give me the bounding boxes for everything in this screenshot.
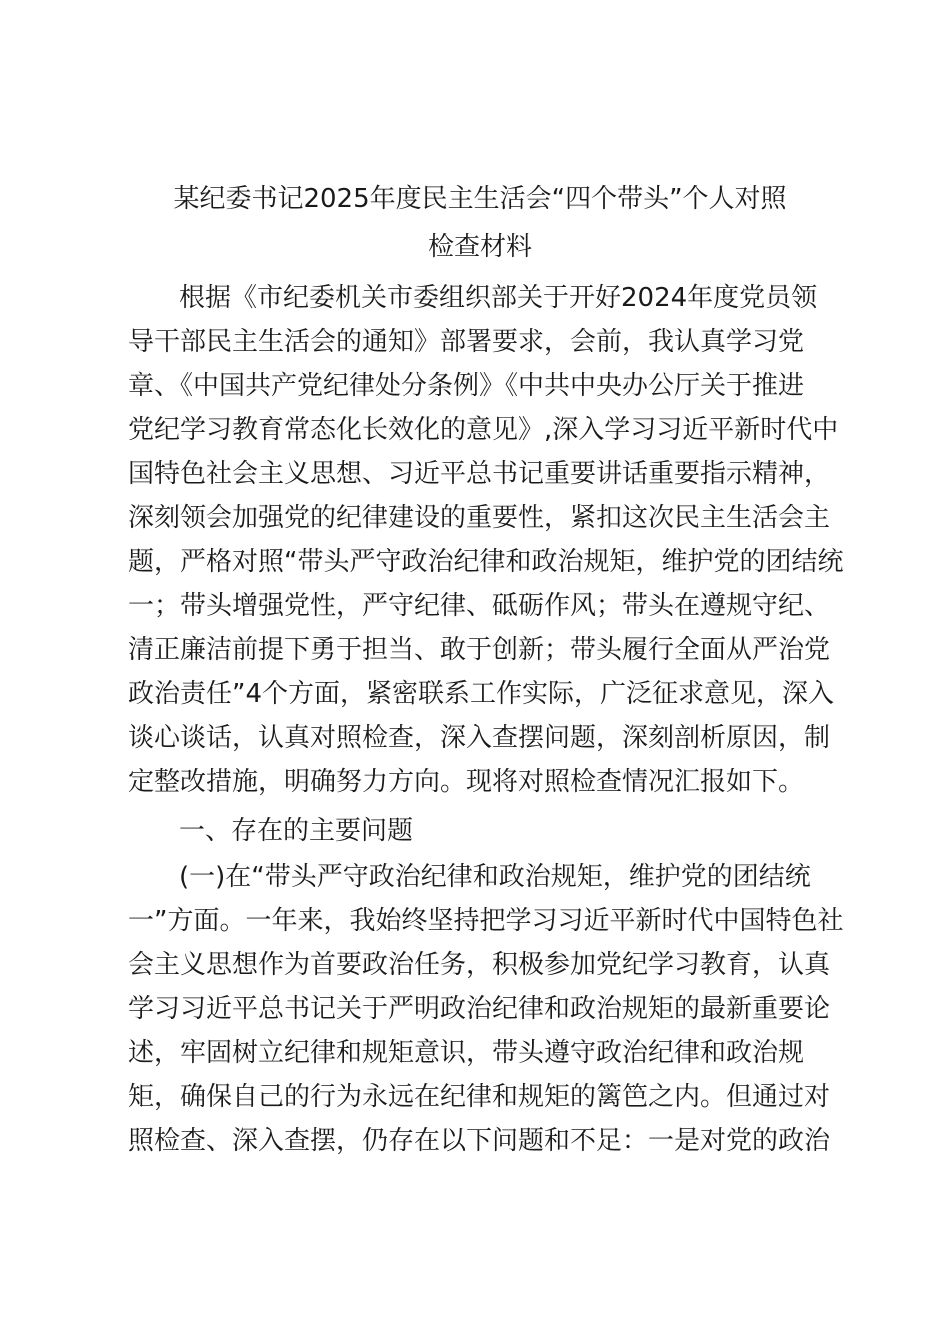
paragraph-line: (一)在“带头严守政治纪律和政治规矩，维护党的团结统 [179,862,811,892]
paragraph-line: 深刻领会加强党的纪律建设的重要性，紧扣这次民主生活会主 [128,503,831,533]
paragraph-line: 学习习近平总书记关于严明政治纪律和政治规矩的最新重要论 [128,994,831,1024]
paragraph-line: 定整改措施，明确努力方向。现将对照检查情况汇报如下。 [128,767,805,797]
paragraph-line: 一”方面。一年来，我始终坚持把学习习近平新时代中国特色社 [128,906,844,936]
paragraph-line: 导干部民主生活会的通知》部署要求，会前，我认真学习党 [128,327,805,357]
document-title-line-1: 某纪委书记2025年度民主生活会“四个带头”个人对照 [173,184,787,214]
paragraph-line: 政治责任”4个方面，紧密联系工作实际，广泛征求意见，深入 [128,679,835,709]
section-heading: 一、存在的主要问题 [179,816,414,846]
paragraph-line: 题，严格对照“带头严守政治纪律和政治规矩，维护党的团结统 [128,547,844,577]
paragraph-line: 会主义思想作为首要政治任务，积极参加党纪学习教育，认真 [128,950,831,980]
document-title-line-2: 检查材料 [427,232,532,262]
paragraph-line: 述，牢固树立纪律和规矩意识，带头遵守政治纪律和政治规 [128,1038,805,1068]
paragraph-line: 矩，确保自己的行为永远在纪律和规矩的篱笆之内。但通过对 [128,1082,831,1112]
paragraph-line: 根据《市纪委机关市委组织部关于开好2024年度党员领 [179,283,818,313]
paragraph-line: 谈心谈话，认真对照检查，深入查摆问题，深刻剖析原因，制 [128,723,831,753]
paragraph-line: 党纪学习教育常态化长效化的意见》,深入学习习近平新时代中 [128,415,839,445]
paragraph-line: 清正廉洁前提下勇于担当、敢于创新；带头履行全面从严治党 [128,635,831,665]
paragraph-line: 章、《中国共产党纪律处分条例》《中共中央办公厅关于推进 [128,371,805,401]
paragraph-line: 国特色社会主义思想、习近平总书记重要讲话重要指示精神， [128,459,831,489]
paragraph-line: 一；带头增强党性，严守纪律、砥砺作风；带头在遵规守纪、 [128,591,831,621]
paragraph-line: 照检查、深入查摆，仍存在以下问题和不足：一是对党的政治 [128,1126,831,1156]
